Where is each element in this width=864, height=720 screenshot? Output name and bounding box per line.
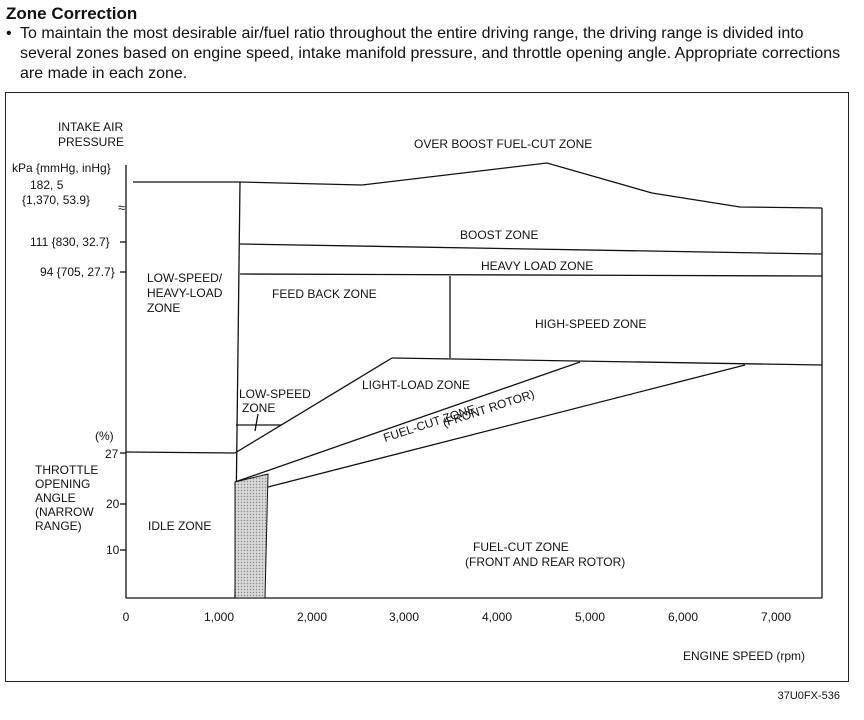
zone-high-speed: HIGH-SPEED ZONE bbox=[535, 317, 647, 331]
y-tick-20: 20 bbox=[106, 497, 120, 511]
y-upper-units: kPa {mmHg, inHg} bbox=[12, 161, 111, 175]
zone-fuel-cut-front-line-1: FUEL-CUT ZONE bbox=[381, 401, 478, 445]
y-lower-unit: (%) bbox=[95, 429, 114, 443]
zone-fuel-cut-front-rear-line-1: FUEL-CUT ZONE bbox=[473, 540, 569, 554]
x-tick-2000: 2,000 bbox=[296, 610, 328, 624]
fuel-cut-front-lower-edge bbox=[268, 365, 745, 487]
heavy-load-boundary bbox=[240, 274, 822, 276]
zone-idle: IDLE ZONE bbox=[148, 519, 212, 533]
high-speed-bottom-boundary bbox=[392, 358, 822, 365]
y-tick-94: 94 {705, 27.7} bbox=[40, 265, 115, 279]
y-upper-title-line-2: PRESSURE bbox=[58, 135, 125, 149]
x-axis-title: ENGINE SPEED (rpm) bbox=[683, 649, 806, 663]
zone-low-speed-line-2: ZONE bbox=[242, 401, 276, 415]
x-tick-5000: 5,000 bbox=[574, 610, 606, 624]
y-lower-title-line-2: OPENING bbox=[35, 477, 91, 491]
idle-zone-boundary bbox=[126, 452, 235, 453]
y-tick-10: 10 bbox=[106, 543, 120, 557]
boost-boundary bbox=[240, 244, 822, 254]
over-boost-boundary bbox=[133, 163, 822, 208]
zone-over-boost: OVER BOOST FUEL-CUT ZONE bbox=[414, 137, 593, 151]
low-speed-zone-leader bbox=[255, 414, 258, 431]
y-tick-182: 182, 5 bbox=[30, 178, 64, 192]
zone-low-speed-heavy-line-3: ZONE bbox=[147, 301, 181, 315]
y-tick-111: 111 {830, 32.7} bbox=[30, 235, 110, 249]
section-title: Zone Correction bbox=[6, 4, 138, 23]
y-upper-title-line-1: INTAKE AIR bbox=[58, 120, 124, 134]
dotted-transition-area bbox=[235, 474, 268, 598]
y-lower-title-line-1: THROTTLE bbox=[35, 463, 99, 477]
figure-id: 37U0FX-536 bbox=[777, 690, 840, 702]
y-lower-title-line-5: RANGE) bbox=[35, 519, 82, 533]
x-tick-4000: 4,000 bbox=[481, 610, 513, 624]
y-tick-27: 27 bbox=[105, 447, 119, 461]
zone-low-speed-heavy-line-2: HEAVY-LOAD bbox=[147, 286, 223, 300]
zone-boost: BOOST ZONE bbox=[460, 228, 539, 242]
y-lower-title-line-3: ANGLE bbox=[35, 491, 76, 505]
x-tick-1000: 1,000 bbox=[203, 610, 235, 624]
zone-low-speed-line-1: LOW-SPEED bbox=[239, 387, 311, 401]
bullet-marker: • bbox=[6, 25, 12, 42]
zone-fuel-cut-front-rear-line-2: (FRONT AND REAR ROTOR) bbox=[465, 555, 626, 569]
x-tick-7000: 7,000 bbox=[760, 610, 792, 624]
x-tick-3000: 3,000 bbox=[388, 610, 420, 624]
zone-low-speed-heavy-line-1: LOW-SPEED/ bbox=[147, 271, 223, 285]
zone-light-load: LIGHT-LOAD ZONE bbox=[362, 378, 471, 392]
y-tick-182-mmhg: {1,370, 53.9} bbox=[22, 193, 91, 207]
zone-feed-back: FEED BACK ZONE bbox=[272, 287, 377, 301]
x-tick-6000: 6,000 bbox=[667, 610, 699, 624]
zone-fuel-cut-front-line-2: (FRONT ROTOR) bbox=[440, 386, 537, 430]
x-tick-0: 0 bbox=[122, 610, 130, 624]
zone-heavy-load: HEAVY LOAD ZONE bbox=[481, 259, 594, 273]
y-lower-title-line-4: (NARROW bbox=[35, 505, 94, 519]
description-text: To maintain the most desirable air/fuel ratio throughout the entire driving range, the driving range is divided into several zones based on engine speed, intake manifold pressure, and throttle opening angle. Appropriate corrections are made in each zone. bbox=[20, 25, 841, 82]
axis-break-symbol: ≈ bbox=[118, 200, 126, 215]
